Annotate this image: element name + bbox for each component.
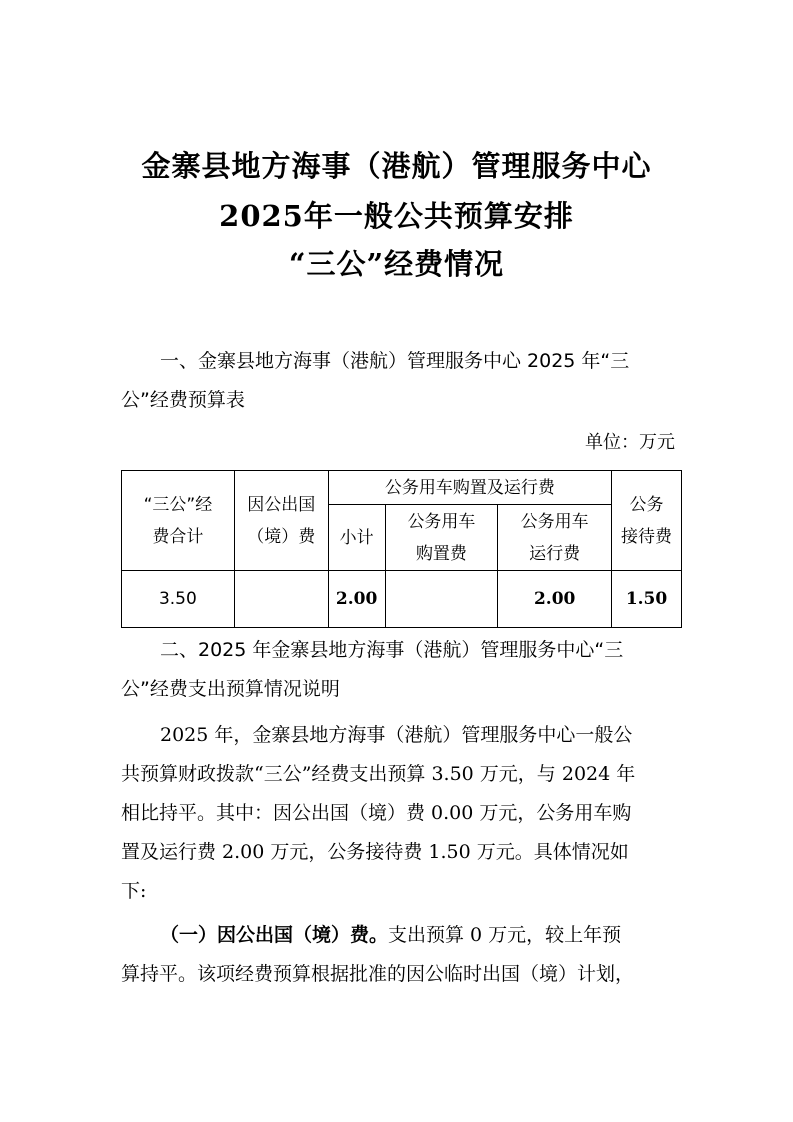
section-1-heading-line-1: 一、金寨县地方海事（港航）管理服务中心 2025 年“三 [160, 350, 630, 372]
paragraph-1-line-4: 置及运行费 2.00 万元，公务接待费 1.50 万元。具体情况如 [121, 841, 629, 863]
paragraph-2-text: 支出预算 0 万元，较上年预 [388, 924, 622, 946]
paragraph-2-lead: （一）因公出国（境）费。 [160, 924, 389, 946]
cell-subtotal: 2.00 [328, 571, 385, 628]
cell-vehicle-operation: 2.00 [498, 571, 612, 628]
header-reception-line-2: 接待费 [621, 526, 673, 547]
header-total [122, 471, 235, 571]
cell-abroad [234, 571, 328, 628]
header-abroad-line-1: 因公出国 [247, 494, 316, 515]
document-title-line-3: “三公”经费情况 [288, 247, 505, 281]
paragraph-1-line-1: 2025 年，金寨县地方海事（港航）管理服务中心一般公 [160, 724, 633, 746]
header-vehicle-operation [498, 505, 612, 571]
section-2-heading-line-2: 公”经费支出预算情况说明 [121, 678, 340, 700]
paragraph-2-line-1 [160, 916, 681, 955]
cell-total: 3.50 [122, 571, 235, 628]
section-2-heading-line-1: 二、2025 年金寨县地方海事（港航）管理服务中心“三 [160, 639, 624, 661]
paragraph-1-line-2: 共预算财政拨款“三公”经费支出预算 3.50 万元，与 2024 年 [121, 763, 636, 785]
document-title-line-2: 2025年一般公共预算安排 [219, 199, 574, 233]
header-total-line-1: “三公”经 [143, 494, 213, 515]
header-vehicle-operation-line-2: 运行费 [529, 543, 581, 564]
document-title-line-1: 金寨县地方海事（港航）管理服务中心 [141, 149, 652, 183]
paragraph-2-line-2: 算持平。该项经费预算根据批准的因公临时出国（境）计划， [121, 963, 635, 985]
cell-vehicle-purchase [385, 571, 498, 628]
unit-label: 单位：万元 [585, 432, 675, 453]
header-abroad [234, 471, 328, 571]
header-total-line-2: 费合计 [152, 526, 204, 547]
header-vehicle-purchase [385, 505, 498, 571]
header-abroad-line-2: （境）费 [247, 526, 316, 547]
section-1-heading-line-2: 公”经费预算表 [121, 389, 245, 411]
header-vehicle: 公务用车购置及运行费 [328, 471, 611, 505]
header-reception [612, 471, 682, 571]
header-reception-line-1: 公务 [629, 494, 664, 515]
budget-table [121, 470, 682, 628]
header-vehicle-purchase-line-1: 公务用车 [407, 511, 476, 532]
paragraph-1-line-5: 下: [121, 880, 147, 902]
header-subtotal: 小计 [328, 505, 385, 571]
paragraph-1-line-3: 相比持平。其中：因公出国（境）费 0.00 万元，公务用车购 [121, 802, 632, 824]
cell-reception: 1.50 [612, 571, 682, 628]
header-vehicle-operation-line-1: 公务用车 [520, 511, 589, 532]
header-vehicle-purchase-line-2: 购置费 [415, 543, 467, 564]
